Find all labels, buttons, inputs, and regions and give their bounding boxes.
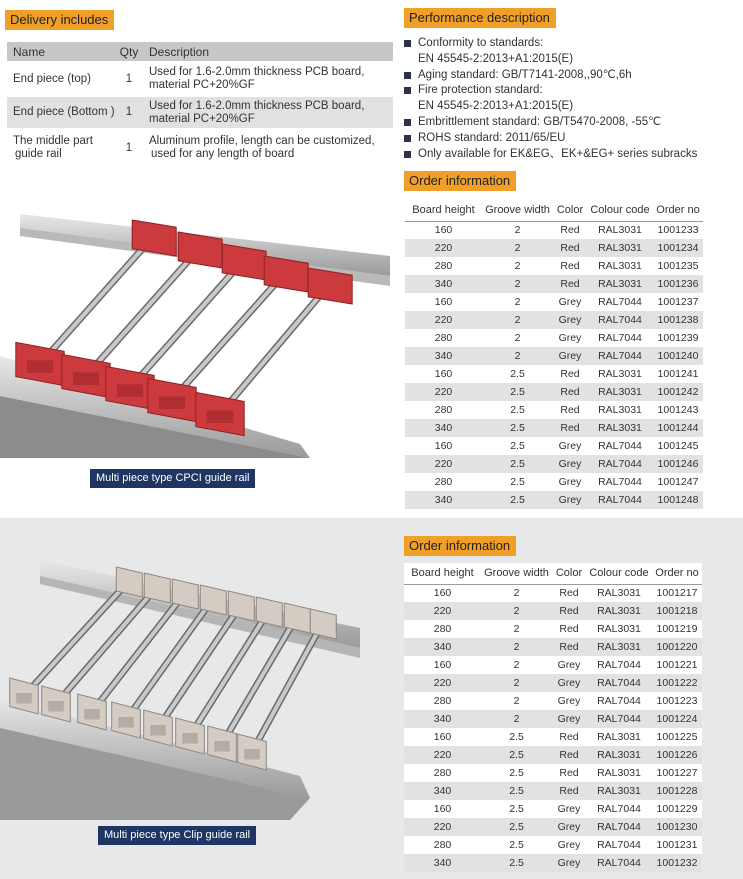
groove-width-cell: 2 (481, 620, 552, 638)
color-cell: Grey (552, 710, 586, 728)
desc-line: Aluminum profile, length can be customized, (149, 135, 375, 147)
performance-text-cont: EN 45545-2:2013+A1:2015(E) (418, 100, 574, 113)
board-height-cell: 220 (404, 674, 481, 692)
order-row (405, 275, 703, 293)
colour-code-cell: RAL7044 (586, 656, 652, 674)
bullet-icon (404, 72, 411, 79)
order-row (405, 383, 703, 401)
order-row (405, 455, 703, 473)
colour-code-cell: RAL7044 (586, 836, 652, 854)
groove-width-cell: 2.5 (481, 764, 552, 782)
colour-code-cell: RAL7044 (587, 455, 653, 473)
color-cell: Grey (553, 311, 587, 329)
end-piece-slot (16, 693, 32, 704)
board-height-cell: 220 (405, 239, 482, 257)
color-cell: Grey (552, 656, 586, 674)
board-height-cell: 340 (404, 710, 481, 728)
colour-code-cell: RAL7044 (587, 329, 653, 347)
order-no-cell: 1001248 (653, 491, 703, 509)
colour-code-cell: RAL3031 (586, 602, 652, 620)
board-height-cell: 160 (404, 656, 481, 674)
colour-code-cell: RAL3031 (587, 257, 653, 275)
colour-code-cell: RAL3031 (587, 275, 653, 293)
rod (252, 624, 322, 752)
order-header-row (404, 563, 702, 584)
colour-code-cell: RAL3031 (586, 638, 652, 656)
color-header: Color (552, 563, 586, 584)
groove-width-cell: 2 (481, 710, 552, 728)
order-no-cell: 1001242 (653, 383, 703, 401)
performance-text: Fire protection standard: (418, 84, 543, 97)
performance-item (404, 115, 740, 131)
groove-width-cell: 2 (481, 638, 552, 656)
board-height-cell: 280 (404, 836, 481, 854)
order-row (404, 818, 702, 836)
colour-code-cell: RAL7044 (586, 674, 652, 692)
colour-code-cell: RAL3031 (586, 584, 652, 602)
color-cell: Grey (553, 473, 587, 491)
groove-width-cell: 2 (481, 692, 552, 710)
end-piece-slot (73, 372, 99, 385)
color-cell: Grey (553, 437, 587, 455)
order-row (404, 710, 702, 728)
colour-code-cell: RAL3031 (586, 746, 652, 764)
colour-code-cell: RAL3031 (586, 620, 652, 638)
color-cell: Red (553, 275, 587, 293)
order-no-cell: 1001219 (652, 620, 702, 638)
performance-text: ROHS standard: 2011/65/EU (418, 131, 566, 144)
bullet-icon (404, 119, 411, 126)
color-cell: Red (552, 764, 586, 782)
colour-code-cell: RAL7044 (587, 491, 653, 509)
colour-code-cell: RAL3031 (587, 383, 653, 401)
item-description (143, 61, 393, 97)
order-row (404, 692, 702, 710)
order-no-cell: 1001237 (653, 293, 703, 311)
item-qty: 1 (115, 128, 143, 168)
end-piece-slot (244, 749, 260, 760)
colour-code-header: Colour code (586, 563, 652, 584)
order-no-cell: 1001218 (652, 602, 702, 620)
item-qty: 1 (115, 97, 143, 128)
performance-text: Embrittlement standard: GB/T5470-2008, -55℃ (418, 115, 662, 128)
order-row (404, 854, 702, 872)
board-height-cell: 280 (404, 764, 481, 782)
rod (172, 274, 284, 400)
rod (86, 250, 198, 376)
colour-code-cell: RAL3031 (587, 365, 653, 383)
cpci-guide-rail-image (0, 196, 390, 458)
groove-width-cell: 2.5 (482, 491, 553, 509)
order-no-cell: 1001223 (652, 692, 702, 710)
item-name: End piece (top) (7, 61, 115, 97)
order-row (405, 293, 703, 311)
end-piece-slot (207, 410, 233, 423)
order-no-cell: 1001227 (652, 764, 702, 782)
board-height-cell: 280 (405, 257, 482, 275)
board-height-cell: 160 (405, 221, 482, 239)
order-row (404, 620, 702, 638)
colour-code-cell: RAL7044 (587, 473, 653, 491)
board-height-header: Board height (405, 200, 482, 221)
board-height-cell: 220 (404, 602, 481, 620)
bullet-icon (404, 151, 411, 158)
board-height-cell: 220 (405, 455, 482, 473)
board-height-cell: 340 (405, 347, 482, 365)
end-piece-slot (117, 384, 143, 397)
name-line: The middle part (13, 135, 93, 147)
bullet-icon (404, 135, 411, 142)
order-row (405, 401, 703, 419)
groove-width-cell: 2.5 (482, 401, 553, 419)
performance-item (404, 68, 740, 84)
board-height-cell: 160 (404, 728, 481, 746)
order-row (405, 419, 703, 437)
groove-width-header: Groove width (481, 563, 552, 584)
order-no-cell: 1001232 (652, 854, 702, 872)
item-description (143, 97, 393, 128)
groove-width-cell: 2 (482, 239, 553, 257)
item-qty: 1 (115, 61, 143, 97)
order-row (405, 239, 703, 257)
groove-width-cell: 2 (482, 275, 553, 293)
cpci-caption: Multi piece type CPCI guide rail (90, 469, 255, 488)
board-height-cell: 160 (405, 365, 482, 383)
item-description (143, 128, 393, 168)
end-piece-slot (150, 725, 166, 736)
color-cell: Grey (553, 455, 587, 473)
rod (222, 618, 296, 744)
groove-width-cell: 2.5 (482, 455, 553, 473)
col-qty-header: Qty (115, 42, 143, 61)
colour-code-cell: RAL3031 (586, 764, 652, 782)
colour-code-cell: RAL7044 (586, 800, 652, 818)
order-row (404, 638, 702, 656)
bullet-icon (404, 87, 411, 94)
color-cell: Red (552, 638, 586, 656)
board-height-cell: 280 (404, 620, 481, 638)
delivery-row (7, 128, 393, 168)
order-header-row (405, 200, 703, 221)
colour-code-cell: RAL7044 (587, 437, 653, 455)
desc-line: material PC+20%GF (149, 112, 255, 125)
performance-title: Performance description (404, 8, 556, 28)
colour-code-cell: RAL7044 (587, 347, 653, 365)
groove-width-cell: 2.5 (482, 365, 553, 383)
groove-width-cell: 2.5 (482, 473, 553, 491)
order-row (405, 311, 703, 329)
board-height-cell: 160 (404, 584, 481, 602)
clip-guide-rail-image (0, 558, 390, 820)
order-no-cell: 1001231 (652, 836, 702, 854)
color-cell: Grey (552, 674, 586, 692)
colour-code-cell: RAL7044 (587, 311, 653, 329)
colour-code-cell: RAL7044 (586, 710, 652, 728)
colour-code-cell: RAL3031 (587, 239, 653, 257)
order-info-title-2: Order information (404, 536, 516, 556)
order-row (404, 764, 702, 782)
col-name-header: Name (7, 42, 115, 61)
order-row (405, 473, 703, 491)
order-no-cell: 1001247 (653, 473, 703, 491)
color-cell: Red (553, 383, 587, 401)
end-piece-slot (159, 396, 185, 409)
order-row (404, 674, 702, 692)
groove-width-cell: 2.5 (482, 437, 553, 455)
order-no-header: Order no (653, 200, 703, 221)
performance-text-cont: EN 45545-2:2013+A1:2015(E) (418, 52, 574, 65)
desc-line: material PC+20%GF (149, 79, 255, 91)
color-cell: Red (552, 602, 586, 620)
order-row (404, 782, 702, 800)
groove-width-cell: 2.5 (481, 836, 552, 854)
order-no-cell: 1001245 (653, 437, 703, 455)
order-no-cell: 1001226 (652, 746, 702, 764)
board-height-cell: 160 (405, 293, 482, 311)
order-row (405, 437, 703, 455)
end-piece-slot (84, 709, 100, 720)
order-no-cell: 1001234 (653, 239, 703, 257)
color-cell: Red (552, 620, 586, 638)
order-row (404, 836, 702, 854)
order-no-cell: 1001225 (652, 728, 702, 746)
color-cell: Red (552, 782, 586, 800)
color-cell: Grey (552, 854, 586, 872)
color-cell: Grey (552, 836, 586, 854)
order-row (405, 491, 703, 509)
order-no-cell: 1001222 (652, 674, 702, 692)
board-height-cell: 280 (405, 473, 482, 491)
performance-text: Conformity to standards: (418, 37, 544, 49)
groove-width-cell: 2 (482, 347, 553, 365)
order-row (404, 656, 702, 674)
order-table-cpci (405, 200, 703, 509)
item-name: End piece (Bottom ) (7, 97, 115, 128)
end-piece-slot (182, 733, 198, 744)
rod (40, 238, 152, 364)
color-cell: Grey (552, 800, 586, 818)
order-info-title-1: Order information (404, 171, 516, 191)
order-row (405, 257, 703, 275)
color-cell: Grey (553, 347, 587, 365)
board-height-cell: 160 (405, 437, 482, 455)
order-no-cell: 1001240 (653, 347, 703, 365)
order-no-cell: 1001224 (652, 710, 702, 728)
desc-line: Used for 1.6-2.0mm thickness PCB board, (149, 66, 365, 78)
color-cell: Red (552, 746, 586, 764)
end-piece-slot (214, 741, 230, 752)
groove-width-cell: 2 (481, 656, 552, 674)
groove-width-cell: 2.5 (481, 746, 552, 764)
delivery-row (7, 61, 393, 97)
groove-width-cell: 2.5 (481, 854, 552, 872)
desc-line: Used for 1.6-2.0mm thickness PCB board, (149, 99, 365, 112)
colour-code-cell: RAL7044 (586, 854, 652, 872)
end-piece-slot (48, 701, 64, 712)
order-row (405, 221, 703, 239)
performance-text: Aging standard: GB/T7141-2008,,90℃,6h (418, 68, 632, 81)
order-no-header: Order no (652, 563, 702, 584)
performance-list (404, 36, 740, 162)
colour-code-cell: RAL3031 (587, 419, 653, 437)
groove-width-cell: 2 (482, 329, 553, 347)
color-cell: Red (553, 419, 587, 437)
order-row (404, 728, 702, 746)
color-cell: Red (553, 239, 587, 257)
groove-width-cell: 2.5 (481, 818, 552, 836)
performance-item (404, 36, 740, 68)
order-no-cell: 1001220 (652, 638, 702, 656)
groove-width-cell: 2.5 (482, 383, 553, 401)
groove-width-cell: 2.5 (482, 419, 553, 437)
groove-width-cell: 2.5 (481, 800, 552, 818)
groove-width-cell: 2 (481, 584, 552, 602)
board-height-cell: 220 (405, 311, 482, 329)
board-height-cell: 340 (405, 275, 482, 293)
color-cell: Red (552, 728, 586, 746)
board-height-header: Board height (404, 563, 481, 584)
colour-code-header: Colour code (587, 200, 653, 221)
groove-width-cell: 2 (482, 257, 553, 275)
performance-text: Only available for EK&EG、EK+&EG+ series subracks (418, 147, 698, 160)
order-row (405, 329, 703, 347)
order-no-cell: 1001233 (653, 221, 703, 239)
order-row (405, 347, 703, 365)
desc-line: used for any length of board (151, 148, 295, 160)
color-cell: Grey (553, 491, 587, 509)
performance-item (404, 131, 740, 147)
order-no-cell: 1001238 (653, 311, 703, 329)
colour-code-cell: RAL7044 (586, 692, 652, 710)
end-piece-slot (118, 717, 134, 728)
order-no-cell: 1001246 (653, 455, 703, 473)
groove-width-cell: 2 (482, 293, 553, 311)
board-height-cell: 280 (404, 692, 481, 710)
board-height-cell: 280 (405, 329, 482, 347)
rod (190, 612, 268, 736)
clip-caption: Multi piece type Clip guide rail (98, 826, 256, 845)
board-height-cell: 220 (404, 746, 481, 764)
item-name (7, 128, 115, 168)
delivery-includes-title: Delivery includes (5, 10, 114, 30)
order-no-cell: 1001230 (652, 818, 702, 836)
end-piece-slot (27, 360, 53, 373)
order-no-cell: 1001221 (652, 656, 702, 674)
order-no-cell: 1001236 (653, 275, 703, 293)
color-cell: Red (553, 401, 587, 419)
colour-code-cell: RAL3031 (586, 728, 652, 746)
groove-width-cell: 2 (481, 674, 552, 692)
color-cell: Grey (553, 329, 587, 347)
order-row (404, 746, 702, 764)
colour-code-cell: RAL3031 (587, 221, 653, 239)
order-row (405, 365, 703, 383)
color-cell: Red (552, 584, 586, 602)
groove-width-cell: 2 (482, 311, 553, 329)
color-cell: Red (553, 257, 587, 275)
color-cell: Grey (552, 818, 586, 836)
board-height-cell: 340 (404, 854, 481, 872)
col-description-header: Description (143, 42, 393, 61)
board-height-cell: 220 (404, 818, 481, 836)
color-cell: Grey (553, 293, 587, 311)
groove-width-cell: 2 (482, 221, 553, 239)
board-height-cell: 280 (405, 401, 482, 419)
color-cell: Red (553, 221, 587, 239)
bullet-icon (404, 40, 411, 47)
groove-width-cell: 2.5 (481, 782, 552, 800)
board-height-cell: 160 (404, 800, 481, 818)
board-height-cell: 220 (405, 383, 482, 401)
performance-item (404, 83, 740, 115)
color-header: Color (553, 200, 587, 221)
color-cell: Grey (552, 692, 586, 710)
order-no-cell: 1001228 (652, 782, 702, 800)
delivery-row (7, 97, 393, 128)
delivery-header-row (7, 42, 393, 61)
order-table-clip (404, 563, 702, 872)
groove-width-cell: 2 (481, 602, 552, 620)
order-no-cell: 1001235 (653, 257, 703, 275)
colour-code-cell: RAL3031 (587, 401, 653, 419)
colour-code-cell: RAL7044 (586, 818, 652, 836)
rod (220, 286, 328, 414)
order-no-cell: 1001229 (652, 800, 702, 818)
order-no-cell: 1001241 (653, 365, 703, 383)
delivery-table (7, 42, 393, 168)
board-height-cell: 340 (405, 491, 482, 509)
board-height-cell: 340 (405, 419, 482, 437)
board-height-cell: 340 (404, 638, 481, 656)
order-row (404, 800, 702, 818)
board-height-cell: 340 (404, 782, 481, 800)
color-cell: Red (553, 365, 587, 383)
order-row (404, 584, 702, 602)
rod (158, 606, 240, 728)
colour-code-cell: RAL7044 (587, 293, 653, 311)
order-no-cell: 1001217 (652, 584, 702, 602)
order-no-cell: 1001239 (653, 329, 703, 347)
name-line: guide rail (15, 148, 62, 160)
colour-code-cell: RAL3031 (586, 782, 652, 800)
performance-item (404, 147, 740, 163)
groove-width-header: Groove width (482, 200, 553, 221)
groove-width-cell: 2.5 (481, 728, 552, 746)
rod (130, 262, 242, 388)
order-row (404, 602, 702, 620)
order-no-cell: 1001243 (653, 401, 703, 419)
order-no-cell: 1001244 (653, 419, 703, 437)
